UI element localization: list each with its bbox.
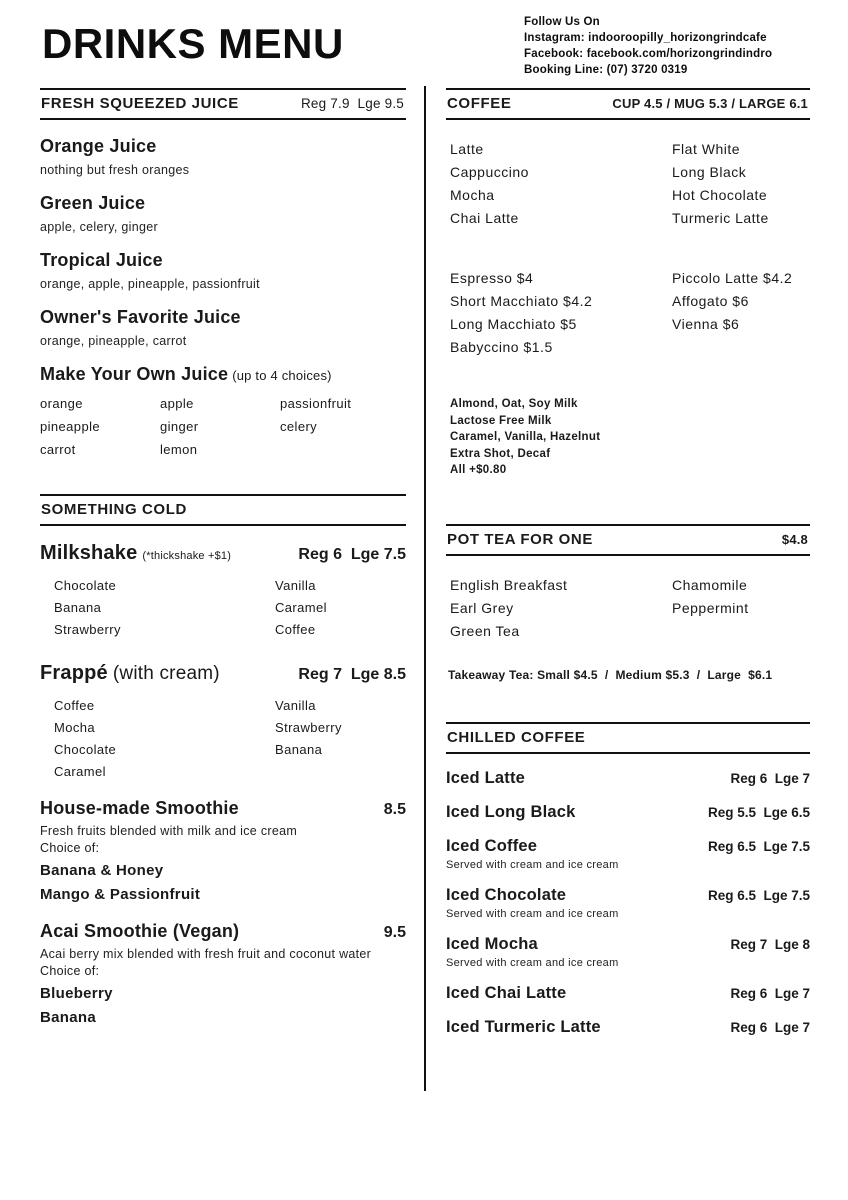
item-note: (with cream) — [112, 663, 220, 684]
juice-option: carrot — [40, 442, 76, 457]
item-name-row — [40, 921, 406, 942]
juice-option: celery — [280, 419, 318, 434]
cold-section-title: SOMETHING COLD — [41, 501, 187, 518]
coffee-extra-line: Caramel, Vanilla, Hazelnut — [450, 431, 601, 443]
item-price: Reg 7 Lge 8 — [730, 936, 810, 952]
coffee-specials-grid — [446, 269, 810, 356]
coffee-list-column-1 — [450, 140, 672, 227]
coffee-section-price: CUP 4.5 / MUG 5.3 / LARGE 6.1 — [612, 96, 808, 111]
juice-option: pineapple — [40, 419, 100, 434]
chilled-section-title: CHILLED COFFEE — [447, 728, 586, 746]
coffee-special-item: Vienna $6 — [672, 316, 740, 332]
item-name: Iced Chocolate — [446, 885, 567, 904]
coffee-special-item: Piccolo Latte $4.2 — [672, 270, 793, 286]
flavor-option: Caramel — [275, 600, 327, 615]
flavor-option: Chocolate — [54, 742, 117, 757]
item-description: Fresh fruits blended with milk and ice cream — [40, 824, 298, 838]
item-price: Reg 7 Lge 8.5 — [298, 666, 406, 683]
menu-item-house-made-smoothie — [40, 798, 406, 903]
item-name: Iced Chai Latte — [446, 983, 567, 1002]
coffee-item: Long Black — [672, 164, 747, 180]
flavor-option: Coffee — [275, 622, 316, 637]
item-name-row — [446, 1018, 810, 1037]
item-name: Frappé — [40, 662, 108, 684]
tea-item: Chamomile — [672, 576, 748, 593]
item-name-row — [446, 886, 810, 905]
item-price: Reg 6 Lge 7 — [730, 1019, 810, 1035]
item-description: orange, apple, pineapple, passionfruit — [40, 277, 260, 291]
coffee-item: Mocha — [450, 187, 495, 203]
juice-option: passionfruit — [280, 396, 352, 411]
item-price: Reg 5.5 Lge 6.5 — [707, 804, 810, 820]
coffee-special-item: Espresso $4 — [450, 270, 534, 286]
coffee-extra-line: Lactose Free Milk — [450, 414, 552, 427]
item-name: Acai Smoothie (Vegan) — [40, 921, 240, 941]
menu-item-iced-latte — [446, 769, 810, 788]
juice-option: lemon — [160, 442, 198, 457]
item-name-row — [446, 803, 810, 822]
item-price: Reg 6 Lge 7 — [730, 985, 810, 1001]
item-name-row — [40, 662, 406, 685]
coffee-special-item: Long Macchiato $5 — [450, 316, 577, 332]
flavors-column-1 — [54, 697, 275, 780]
coffee-extras-block — [446, 396, 810, 479]
coffee-item: Hot Chocolate — [672, 187, 768, 203]
item-name: Orange Juice — [40, 136, 157, 156]
menu-item-orange-juice — [40, 136, 406, 177]
coffee-list-grid — [446, 140, 810, 227]
tea-list-column-2 — [672, 576, 749, 640]
flavors-column-2 — [275, 577, 327, 638]
item-name-row — [446, 837, 810, 856]
juice-options-grid — [40, 395, 406, 458]
coffee-extra-line: All +$0.80 — [450, 464, 507, 476]
choice-option: Banana — [40, 1009, 96, 1026]
tea-section-title: POT TEA FOR ONE — [447, 530, 593, 548]
social-instagram-line: Instagram: indooroopilly_horizongrindcafe — [524, 32, 767, 44]
item-name: Owner's Favorite Juice — [40, 307, 241, 327]
item-description: Acai berry mix blended with fresh fruit and coconut water — [40, 947, 372, 961]
social-info-block — [524, 14, 772, 78]
coffee-section-title: COFFEE — [447, 95, 512, 112]
item-name: Iced Turmeric Latte — [446, 1017, 601, 1036]
item-description: nothing but fresh oranges — [40, 163, 190, 177]
tea-list-column-1 — [450, 576, 672, 640]
choice-label: Choice of: — [40, 841, 100, 855]
coffee-item: Chai Latte — [450, 210, 519, 226]
left-column — [40, 88, 406, 1026]
item-name-group — [40, 542, 231, 565]
coffee-extra-line: Almond, Oat, Soy Milk — [450, 398, 578, 410]
item-name: Iced Coffee — [446, 836, 538, 855]
coffee-special-item: Affogato $6 — [672, 293, 749, 309]
flavors-column-2 — [275, 697, 342, 780]
item-name-row — [446, 984, 810, 1003]
tea-item: Green Tea — [450, 622, 520, 639]
item-price: Reg 6.5 Lge 7.5 — [707, 887, 810, 903]
tea-item: English Breakfast — [450, 576, 568, 593]
flavor-option: Mocha — [54, 720, 96, 735]
menu-item-owners-favorite-juice — [40, 307, 406, 348]
milkshake-flavors-grid — [40, 577, 406, 638]
tea-list-grid — [446, 576, 810, 640]
coffee-specials-column-2 — [672, 269, 792, 356]
menu-item-iced-turmeric-latte — [446, 1018, 810, 1037]
menu-item-iced-mocha — [446, 935, 810, 969]
menu-item-frappe — [40, 662, 406, 780]
item-price: 9.5 — [383, 924, 406, 941]
item-price: Reg 6 Lge 7.5 — [298, 546, 406, 563]
section-header-pot-tea — [446, 524, 810, 556]
section-header-juice — [40, 88, 406, 120]
tea-section-price: $4.8 — [781, 531, 808, 547]
item-name: Make Your Own Juice — [40, 364, 229, 384]
column-divider — [424, 86, 426, 1091]
coffee-special-item: Short Macchiato $4.2 — [450, 293, 593, 309]
flavor-option: Strawberry — [275, 720, 342, 735]
flavor-option: Banana — [275, 742, 323, 757]
juice-options-column-3 — [280, 395, 351, 458]
item-name-row — [446, 769, 810, 788]
item-name-row — [40, 798, 406, 819]
section-header-chilled-coffee — [446, 722, 810, 754]
social-follow-heading: Follow Us On — [524, 16, 600, 28]
flavor-option: Vanilla — [275, 578, 316, 593]
menu-item-iced-coffee — [446, 837, 810, 871]
section-header-coffee — [446, 88, 810, 120]
menu-item-green-juice — [40, 193, 406, 234]
item-name: Iced Latte — [446, 768, 526, 787]
tea-item: Earl Grey — [450, 599, 514, 616]
juice-option: orange — [40, 396, 83, 411]
social-facebook-line: Facebook: facebook.com/horizongrindindro — [524, 48, 773, 60]
flavors-column-1 — [54, 577, 275, 638]
coffee-item: Turmeric Latte — [672, 210, 769, 226]
menu-item-milkshake — [40, 542, 406, 638]
flavor-option: Coffee — [54, 698, 95, 713]
section-header-something-cold — [40, 494, 406, 526]
tea-item: Peppermint — [672, 599, 749, 616]
choice-option: Blueberry — [40, 985, 113, 1002]
juice-options-column-2 — [160, 395, 280, 458]
menu-item-acai-smoothie — [40, 921, 406, 1026]
right-column — [446, 88, 810, 1037]
item-description: Served with cream and ice cream — [446, 956, 619, 969]
item-description: Served with cream and ice cream — [446, 907, 619, 920]
item-name: Iced Mocha — [446, 934, 538, 953]
coffee-extra-line: Extra Shot, Decaf — [450, 447, 551, 460]
page-title: DRINKS MENU — [42, 20, 344, 67]
coffee-special-item: Babyccino $1.5 — [450, 339, 553, 355]
coffee-item: Latte — [450, 141, 484, 157]
item-description: orange, pineapple, carrot — [40, 334, 187, 348]
item-name: Green Juice — [40, 193, 146, 213]
juice-section-title: FRESH SQUEEZED JUICE — [41, 95, 239, 112]
flavor-option: Strawberry — [54, 622, 121, 637]
item-name-row — [446, 935, 810, 954]
item-note: (up to 4 choices) — [232, 368, 332, 383]
coffee-specials-column-1 — [450, 269, 672, 356]
flavor-option: Vanilla — [275, 698, 316, 713]
takeaway-tea-line: Takeaway Tea: Small $4.5 / Medium $5.3 / Large $6.1 — [448, 667, 773, 682]
social-booking-line: Booking Line: (07) 3720 0319 — [524, 64, 688, 76]
item-name-row — [40, 542, 406, 565]
menu-item-tropical-juice — [40, 250, 406, 291]
coffee-list-column-2 — [672, 140, 769, 227]
item-name: House-made Smoothie — [40, 798, 239, 818]
item-name-group — [40, 662, 220, 685]
coffee-item: Cappuccino — [450, 164, 529, 180]
menu-item-iced-long-black — [446, 803, 810, 822]
menu-item-iced-chai-latte — [446, 984, 810, 1003]
coffee-item: Flat White — [672, 141, 741, 157]
frappe-flavors-grid — [40, 697, 406, 780]
item-description: apple, celery, ginger — [40, 220, 158, 234]
item-description: Served with cream and ice cream — [446, 858, 619, 871]
juice-option: apple — [160, 396, 194, 411]
item-name: Milkshake — [40, 542, 138, 564]
item-name-row — [40, 364, 406, 385]
choice-option: Banana & Honey — [40, 862, 164, 879]
menu-item-make-your-own-juice — [40, 364, 406, 458]
item-name: Iced Long Black — [446, 802, 576, 821]
item-price: 8.5 — [383, 801, 406, 818]
item-price: Reg 6 Lge 7 — [730, 770, 810, 786]
juice-options-column-1 — [40, 395, 160, 458]
item-note: (*thickshake +$1) — [142, 550, 232, 562]
item-name: Tropical Juice — [40, 250, 163, 270]
flavor-option: Caramel — [54, 764, 106, 779]
flavor-option: Banana — [54, 600, 102, 615]
flavor-option: Chocolate — [54, 578, 117, 593]
choice-label: Choice of: — [40, 964, 100, 978]
menu-item-iced-chocolate — [446, 886, 810, 920]
juice-option: ginger — [160, 419, 199, 434]
choice-option: Mango & Passionfruit — [40, 886, 201, 903]
juice-section-price: Reg 7.9 Lge 9.5 — [300, 96, 404, 111]
item-price: Reg 6.5 Lge 7.5 — [707, 838, 810, 854]
